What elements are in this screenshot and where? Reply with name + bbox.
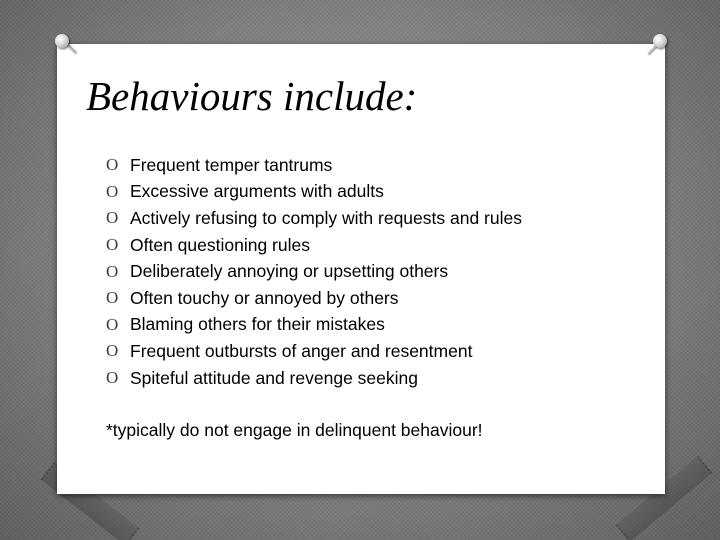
- bullet-text: Actively refusing to comply with requests and rules: [130, 207, 522, 228]
- list-item: [106, 285, 522, 312]
- pushpin-icon: [55, 34, 69, 48]
- bullet-list: [106, 152, 522, 391]
- list-item: [106, 152, 522, 179]
- pushpin-icon: [653, 34, 667, 48]
- bullet-marker-icon: O: [106, 314, 119, 334]
- list-item: [106, 205, 522, 232]
- bullet-text: Frequent temper tantrums: [130, 154, 333, 175]
- bullet-text: Excessive arguments with adults: [130, 181, 384, 202]
- bullet-text: Frequent outbursts of anger and resentment: [130, 340, 473, 361]
- bullet-text: Often questioning rules: [130, 234, 310, 255]
- list-item: [106, 338, 522, 365]
- bullet-marker-icon: O: [106, 261, 119, 281]
- list-item: [106, 232, 522, 259]
- footnote: *typically do not engage in delinquent behaviour!: [106, 420, 483, 440]
- list-item: [106, 258, 522, 285]
- bullet-text: Deliberately annoying or upsetting others: [130, 261, 449, 282]
- bullet-text: Blaming others for their mistakes: [130, 314, 385, 335]
- bullet-text: Often touchy or annoyed by others: [130, 287, 399, 308]
- bullet-marker-icon: O: [106, 341, 119, 361]
- bullet-marker-icon: O: [106, 181, 119, 201]
- list-item: [106, 312, 522, 339]
- bullet-marker-icon: O: [106, 368, 119, 388]
- slide-title: Behaviours include:: [86, 73, 418, 119]
- bullet-text: Spiteful attitude and revenge seeking: [130, 367, 418, 388]
- bullet-marker-icon: O: [106, 235, 119, 255]
- bullet-marker-icon: O: [106, 208, 119, 228]
- list-item: [106, 365, 522, 392]
- list-item: [106, 179, 522, 206]
- bullet-marker-icon: O: [106, 155, 119, 175]
- bullet-marker-icon: O: [106, 288, 119, 308]
